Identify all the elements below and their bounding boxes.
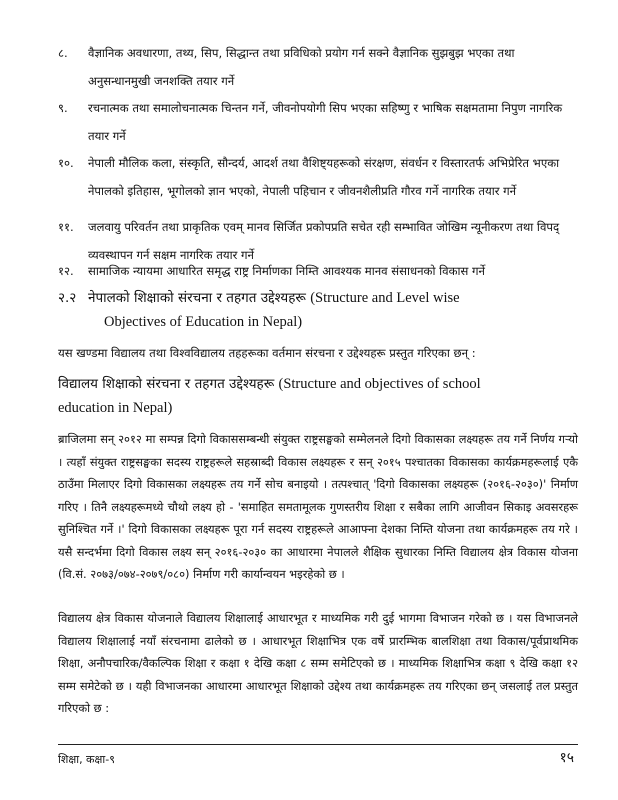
objective-number: ८. [58, 46, 68, 60]
section-title-line2: Objectives of Education in Nepal) [104, 314, 303, 330]
paragraph-2: विद्यालय क्षेत्र विकास योजनाले विद्यालय शिक्षालाई आधारभूत र माध्यमिक गरी दुई भागमा विभाजन गरेको छ । यस विभाजनले विद्यालय शिक्षालाई नयाँ संरचनामा ढालेको छ । आधारभूत शिक्षाभित्र एक वर्षे प्रारम्भिक बालशिक्षा तथा विकास/पूर्वप्राथमिक शिक्षा, अनौपचारिक/वैकल्पिक शिक्षा र कक्षा १ देखि कक्षा ८ सम्म समेटिएको छ । माध्यमिक शिक्षाभित्र कक्षा ९ देखि कक्षा १२ सम्म समेटेको छ । यही विभाजनका आधारमा आधारभूत शिक्षाको उद्देश्य तथा कार्यक्रमहरू तय गरिएका छन् जसलाई तल प्रस्तुत गरिएको छ : [58, 611, 578, 715]
section-title-en: (Structure and Level wise [310, 290, 460, 306]
objective-item-9 [58, 95, 572, 150]
objective-item-8 [58, 40, 572, 95]
subsection-title-en-line2: education in Nepal) [58, 400, 173, 416]
objective-number: १०. [58, 156, 74, 170]
footer-divider [58, 744, 578, 745]
intro-text: यस खण्डमा विद्यालय तथा विश्वविद्यालय तहहरूका वर्तमान संरचना र उद्देश्यहरू प्रस्तुत गरिएका छन् : [58, 346, 476, 360]
page-number: १५ [559, 750, 574, 766]
section-heading [58, 286, 578, 334]
paragraph-1: ब्राजिलमा सन् २०१२ मा सम्पन्न दिगो विकाससम्बन्धी संयुक्त राष्ट्रसङ्घको सम्मेलनले दिगो विकासका लक्ष्यहरू तय गर्ने निर्णय गऱ्यो । त्यहाँ संयुक्त राष्ट्रसङ्घका सदस्य राष्ट्रहरूले सहस्राब्दी विकास लक्ष्यहरू र सन् २०१५ पश्चातका विकासका कार्यक्रमहरूलाई एकै ठाउँमा मिलाएर दिगो विकासका लक्ष्यहरू तय गर्ने सोच बनाइयो । तत्पश्चात् 'दिगो विकासका लक्ष्यहरू (२०१६-२०३०)' निर्माण गरिए । तिनै लक्ष्यहरूमध्ये चौथो लक्ष्य हो - 'समाहित समतामूलक गुणस्तरीय शिक्षा र सबैका लागि आजीवन सिकाइ अवसरहरू सुनिश्चित गर्ने ।' दिगो विकासका लक्ष्यहरू पूरा गर्न सदस्य राष्ट्रहरूले आआफ्ना देशका निम्ति योजना तथा कार्यक्रमहरू तय गरे । यसै सन्दर्भमा दिगो विकास लक्ष्य सन् २०१६-२०३० का आधारमा नेपालले शैक्षिक सुधारका निम्ति विद्यालय क्षेत्र विकास योजना (वि.सं. २०७३/०७४-२०७९/०८०) निर्माण गरी कार्यान्वयन भइरहेको छ । [58, 432, 578, 581]
section-title-np: नेपालको शिक्षाको संरचना र तहगत उद्देश्यहरू [88, 290, 306, 306]
objective-text: सामाजिक न्यायमा आधारित समृद्ध राष्ट्र निर्माणका निम्ति आवश्यक मानव संसाधनको विकास गर्ने [88, 264, 485, 278]
section-number: २.२ [58, 290, 77, 306]
objective-number: ११. [58, 220, 74, 234]
objective-text: नेपाली मौलिक कला, संस्कृति, सौन्दर्य, आदर्श तथा वैशिष्ट्यहरूको संरक्षण, संवर्धन र विस्तारतर्फ अभिप्रेरित भएका नेपालको इतिहास, भूगोलको ज्ञान भएको, नेपाली पहिचान र जीवनशैलीप्रति गौरव गर्ने नागरिक तयार गर्ने [88, 156, 560, 198]
objective-item-12 [58, 258, 572, 286]
subsection-title-np: विद्यालय शिक्षाको संरचना र तहगत उद्देश्यहरू [58, 376, 275, 392]
objective-number: १२. [58, 264, 74, 278]
objective-item-10 [58, 150, 572, 205]
section-title-line1 [88, 286, 578, 310]
objective-number: ९. [58, 101, 68, 115]
subsection-heading [58, 372, 578, 420]
footer-book-title: शिक्षा, कक्षा-९ [58, 753, 115, 766]
objective-text: जलवायु परिवर्तन तथा प्राकृतिक एवम् मानव सिर्जित प्रकोपप्रति सचेत रही सम्भावित जोखिम न्यूनीकरण तथा विपद् व्यवस्थापन गर्न सक्षम नागरिक तयार गर्ने [88, 220, 560, 262]
objective-text: वैज्ञानिक अवधारणा, तथ्य, सिप, सिद्धान्त तथा प्रविधिको प्रयोग गर्न सक्ने वैज्ञानिक सुझबुझ भएका तथा अनुसन्धानमुखी जनशक्ति तयार गर्ने [88, 46, 515, 88]
subsection-title-en: (Structure and objectives of school [278, 376, 481, 392]
objective-text: रचनात्मक तथा समालोचनात्मक चिन्तन गर्ने, जीवनोपयोगी सिप भएका सहिष्णु र भाषिक सक्षमतामा निपुण नागरिक तयार गर्ने [88, 101, 563, 143]
